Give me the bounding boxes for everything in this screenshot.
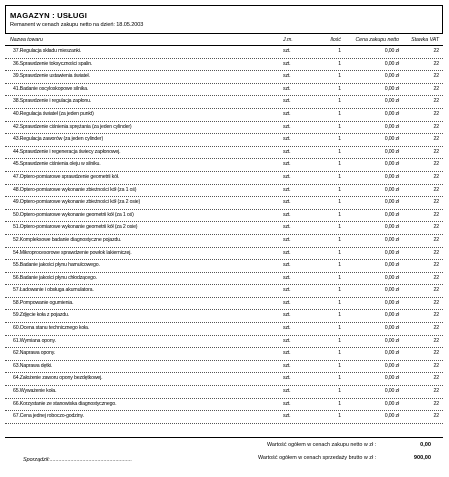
cell-name: 59.Zdjęcie koła z pojazdu. xyxy=(13,312,70,319)
table-row xyxy=(5,159,443,172)
cell-name: 39.Sprawdzenie ustawienia świateł. xyxy=(13,73,90,80)
table-row xyxy=(5,84,443,97)
report-footer xyxy=(5,437,443,466)
table-row xyxy=(5,147,443,160)
cell-price: 0,00 zł xyxy=(384,85,399,92)
table-row xyxy=(5,399,443,412)
cell-unit: szt. xyxy=(283,85,291,92)
cell-price: 0,00 zł xyxy=(384,325,399,332)
cell-qty: 1 xyxy=(338,73,341,80)
cell-vat: 22 xyxy=(433,161,439,168)
cell-qty: 1 xyxy=(338,123,341,130)
cell-vat: 22 xyxy=(433,388,439,395)
cell-vat: 22 xyxy=(433,350,439,357)
cell-unit: szt. xyxy=(283,186,291,193)
cell-unit: szt. xyxy=(283,98,291,105)
column-header-price: Cena zakupu netto xyxy=(355,37,399,43)
cell-vat: 22 xyxy=(433,85,439,92)
cell-name: 44.Sprawdzenie i regeneracja świecy zapłonowej. xyxy=(13,148,121,155)
cell-unit: szt. xyxy=(283,325,291,332)
cell-vat: 22 xyxy=(433,325,439,332)
table-row xyxy=(5,235,443,248)
cell-vat: 22 xyxy=(433,199,439,206)
cell-vat: 22 xyxy=(433,60,439,67)
table-row xyxy=(5,361,443,374)
cell-qty: 1 xyxy=(338,60,341,67)
cell-unit: szt. xyxy=(283,274,291,281)
signature-line: Sporządził:....................................................... xyxy=(23,457,133,463)
cell-name: 43.Regulacja zaworów (za jeden cylinder) xyxy=(13,136,104,143)
cell-unit: szt. xyxy=(283,299,291,306)
table-row xyxy=(5,323,443,336)
cell-unit: szt. xyxy=(283,312,291,319)
cell-name: 56.Badanie jakości płynu chłodzącego. xyxy=(13,274,97,281)
cell-qty: 1 xyxy=(338,388,341,395)
cell-name: 67.Cena jednej roboczo-godziny. xyxy=(13,413,84,420)
cell-qty: 1 xyxy=(338,375,341,382)
cell-price: 0,00 zł xyxy=(384,161,399,168)
table-row xyxy=(5,185,443,198)
cell-qty: 1 xyxy=(338,350,341,357)
cell-vat: 22 xyxy=(433,274,439,281)
cell-vat: 22 xyxy=(433,224,439,231)
total-sale-value: 900,00 xyxy=(413,455,431,461)
cell-vat: 22 xyxy=(433,211,439,218)
report-page xyxy=(5,5,443,463)
cell-unit: szt. xyxy=(283,199,291,206)
cell-unit: szt. xyxy=(283,110,291,117)
cell-vat: 22 xyxy=(433,337,439,344)
cell-vat: 22 xyxy=(433,362,439,369)
cell-price: 0,00 zł xyxy=(384,60,399,67)
cell-unit: szt. xyxy=(283,400,291,407)
cell-vat: 22 xyxy=(433,413,439,420)
cell-qty: 1 xyxy=(338,262,341,269)
total-purchase-value: 0,00 xyxy=(420,442,431,448)
cell-vat: 22 xyxy=(433,262,439,269)
cell-name: 62.Naprawa opony. xyxy=(13,350,56,357)
cell-name: 52.Kompleksowe badanie diagnostyczne pojazdu. xyxy=(13,236,122,243)
cell-price: 0,00 zł xyxy=(384,287,399,294)
cell-unit: szt. xyxy=(283,287,291,294)
cell-unit: szt. xyxy=(283,48,291,54)
table-body xyxy=(5,46,443,424)
cell-vat: 22 xyxy=(433,249,439,256)
cell-qty: 1 xyxy=(338,173,341,180)
cell-name: 49.Optero-pomiarowe wykonanie zbieżności kół (za 2 osie) xyxy=(13,199,141,206)
cell-qty: 1 xyxy=(338,186,341,193)
cell-price: 0,00 zł xyxy=(384,362,399,369)
cell-vat: 22 xyxy=(433,110,439,117)
cell-price: 0,00 zł xyxy=(384,375,399,382)
cell-qty: 1 xyxy=(338,236,341,243)
cell-name: 55.Badanie jakości płynu hamulcowego. xyxy=(13,262,100,269)
cell-unit: szt. xyxy=(283,413,291,420)
cell-unit: szt. xyxy=(283,173,291,180)
inventory-table xyxy=(5,36,443,424)
cell-vat: 22 xyxy=(433,236,439,243)
cell-vat: 22 xyxy=(433,136,439,143)
cell-name: 36.Sprawdzenie toksyczności spalin. xyxy=(13,60,93,67)
cell-unit: szt. xyxy=(283,224,291,231)
cell-vat: 22 xyxy=(433,186,439,193)
cell-name: 57.Ładowanie i obsługa akumulatora. xyxy=(13,287,94,294)
table-row xyxy=(5,197,443,210)
cell-unit: szt. xyxy=(283,388,291,395)
cell-price: 0,00 zł xyxy=(384,236,399,243)
cell-qty: 1 xyxy=(338,85,341,92)
cell-price: 0,00 zł xyxy=(384,98,399,105)
table-row xyxy=(5,122,443,135)
report-header xyxy=(5,5,443,34)
table-row xyxy=(5,210,443,223)
table-row xyxy=(5,273,443,286)
cell-name: 61.Wymiana opony. xyxy=(13,337,56,344)
cell-name: 42.Sprawdzenie ciśnienia sprężania (za jeden cylinder) xyxy=(13,123,132,130)
cell-name: 38.Sprawdzenie i regulacja zapłonu. xyxy=(13,98,92,105)
table-row xyxy=(5,336,443,349)
cell-unit: szt. xyxy=(283,375,291,382)
table-row xyxy=(5,386,443,399)
table-row xyxy=(5,172,443,185)
table-row xyxy=(5,96,443,109)
cell-price: 0,00 zł xyxy=(384,224,399,231)
cell-name: 58.Pompowanie ogumienia. xyxy=(13,299,74,306)
cell-qty: 1 xyxy=(338,299,341,306)
cell-name: 48.Optero-pomiarowe wykonanie zbieżności kół (za 1 oś) xyxy=(13,186,137,193)
cell-name: 65.Wyważenie koła. xyxy=(13,388,57,395)
cell-vat: 22 xyxy=(433,400,439,407)
cell-name: 45.Sprawdzenie ciśnienia oleju w silniku. xyxy=(13,161,101,168)
cell-vat: 22 xyxy=(433,287,439,294)
cell-unit: szt. xyxy=(283,136,291,143)
cell-price: 0,00 zł xyxy=(384,73,399,80)
cell-qty: 1 xyxy=(338,98,341,105)
cell-price: 0,00 zł xyxy=(384,110,399,117)
table-row xyxy=(5,260,443,273)
cell-price: 0,00 zł xyxy=(384,388,399,395)
cell-qty: 1 xyxy=(338,287,341,294)
cell-vat: 22 xyxy=(433,73,439,80)
cell-unit: szt. xyxy=(283,123,291,130)
table-row xyxy=(5,222,443,235)
cell-vat: 22 xyxy=(433,98,439,105)
cell-unit: szt. xyxy=(283,350,291,357)
cell-qty: 1 xyxy=(338,312,341,319)
cell-qty: 1 xyxy=(338,224,341,231)
cell-qty: 1 xyxy=(338,362,341,369)
cell-name: 60.Ocena stanu technicznego koła. xyxy=(13,325,90,332)
cell-price: 0,00 zł xyxy=(384,413,399,420)
cell-name: 51.Optero-pomiarowe wykonanie geometrii kół (za 2 osie) xyxy=(13,224,138,231)
cell-unit: szt. xyxy=(283,337,291,344)
cell-qty: 1 xyxy=(338,148,341,155)
table-row xyxy=(5,109,443,122)
cell-qty: 1 xyxy=(338,199,341,206)
cell-price: 0,00 zł xyxy=(384,48,399,54)
cell-vat: 22 xyxy=(433,299,439,306)
cell-name: 64.Założenie zaworu opony bezdętkowej. xyxy=(13,375,103,382)
cell-vat: 22 xyxy=(433,123,439,130)
cell-price: 0,00 zł xyxy=(384,199,399,206)
cell-name: 50.Optero-pomiarowe wykonanie geometrii kół (za 1 oś) xyxy=(13,211,134,218)
table-row xyxy=(5,298,443,311)
cell-name: 66.Korzystanie ze stanowiska diagnostycznego. xyxy=(13,400,117,407)
cell-price: 0,00 zł xyxy=(384,299,399,306)
cell-unit: szt. xyxy=(283,161,291,168)
cell-price: 0,00 zł xyxy=(384,186,399,193)
cell-unit: szt. xyxy=(283,211,291,218)
cell-price: 0,00 zł xyxy=(384,136,399,143)
table-row xyxy=(5,71,443,84)
cell-price: 0,00 zł xyxy=(384,400,399,407)
cell-name: 41.Badanie oscyloskopowe silnika. xyxy=(13,85,89,92)
cell-qty: 1 xyxy=(338,110,341,117)
cell-qty: 1 xyxy=(338,136,341,143)
table-row xyxy=(5,285,443,298)
table-row xyxy=(5,310,443,323)
cell-unit: szt. xyxy=(283,262,291,269)
cell-name: 54.Mikroprocesorowe sprawdzenie powłok lakierniczej. xyxy=(13,249,132,256)
total-purchase-label: Wartość ogółem w cenach zakupu netto w zł : xyxy=(267,442,377,448)
table-row xyxy=(5,134,443,147)
cell-price: 0,00 zł xyxy=(384,274,399,281)
cell-name: 47.Optero-pomiarowe sprawdzenie geometrii kół. xyxy=(13,173,120,180)
cell-unit: szt. xyxy=(283,249,291,256)
cell-name: 63.Naprawa dętki. xyxy=(13,362,53,369)
cell-qty: 1 xyxy=(338,48,341,54)
cell-qty: 1 xyxy=(338,161,341,168)
report-title: MAGAZYN : USŁUGI xyxy=(10,11,88,20)
column-header-qty: Ilość xyxy=(330,37,341,43)
table-row xyxy=(5,411,443,424)
cell-price: 0,00 zł xyxy=(384,148,399,155)
cell-vat: 22 xyxy=(433,48,439,54)
cell-vat: 22 xyxy=(433,148,439,155)
cell-price: 0,00 zł xyxy=(384,249,399,256)
cell-qty: 1 xyxy=(338,274,341,281)
cell-vat: 22 xyxy=(433,173,439,180)
cell-unit: szt. xyxy=(283,60,291,67)
cell-qty: 1 xyxy=(338,337,341,344)
table-row xyxy=(5,373,443,386)
cell-qty: 1 xyxy=(338,211,341,218)
total-sale-label: Wartość ogółem w cenach sprzedaży brutto w zł : xyxy=(258,455,377,461)
cell-vat: 22 xyxy=(433,312,439,319)
cell-vat: 22 xyxy=(433,375,439,382)
table-row xyxy=(5,348,443,361)
column-header-vat: Stawka VAT xyxy=(411,37,439,43)
table-row xyxy=(5,59,443,72)
cell-unit: szt. xyxy=(283,236,291,243)
cell-price: 0,00 zł xyxy=(384,350,399,357)
cell-qty: 1 xyxy=(338,249,341,256)
cell-price: 0,00 zł xyxy=(384,262,399,269)
cell-unit: szt. xyxy=(283,73,291,80)
cell-price: 0,00 zł xyxy=(384,211,399,218)
cell-name: 40.Regulacja świateł (za jeden punkt) xyxy=(13,110,94,117)
cell-qty: 1 xyxy=(338,413,341,420)
cell-qty: 1 xyxy=(338,400,341,407)
cell-price: 0,00 zł xyxy=(384,312,399,319)
column-header-unit: J.m. xyxy=(283,37,293,43)
cell-unit: szt. xyxy=(283,362,291,369)
cell-price: 0,00 zł xyxy=(384,173,399,180)
cell-name: 37.Regulacja składu mieszanki. xyxy=(13,48,82,54)
report-subtitle: Remanent w cenach zakupu netto na dzień: 18.05.2003 xyxy=(10,22,144,28)
column-header-name: Nazwa towaru xyxy=(10,37,43,43)
cell-qty: 1 xyxy=(338,325,341,332)
cell-price: 0,00 zł xyxy=(384,337,399,344)
table-row xyxy=(5,248,443,261)
cell-unit: szt. xyxy=(283,148,291,155)
cell-price: 0,00 zł xyxy=(384,123,399,130)
table-header xyxy=(5,36,443,46)
table-row xyxy=(5,46,443,59)
